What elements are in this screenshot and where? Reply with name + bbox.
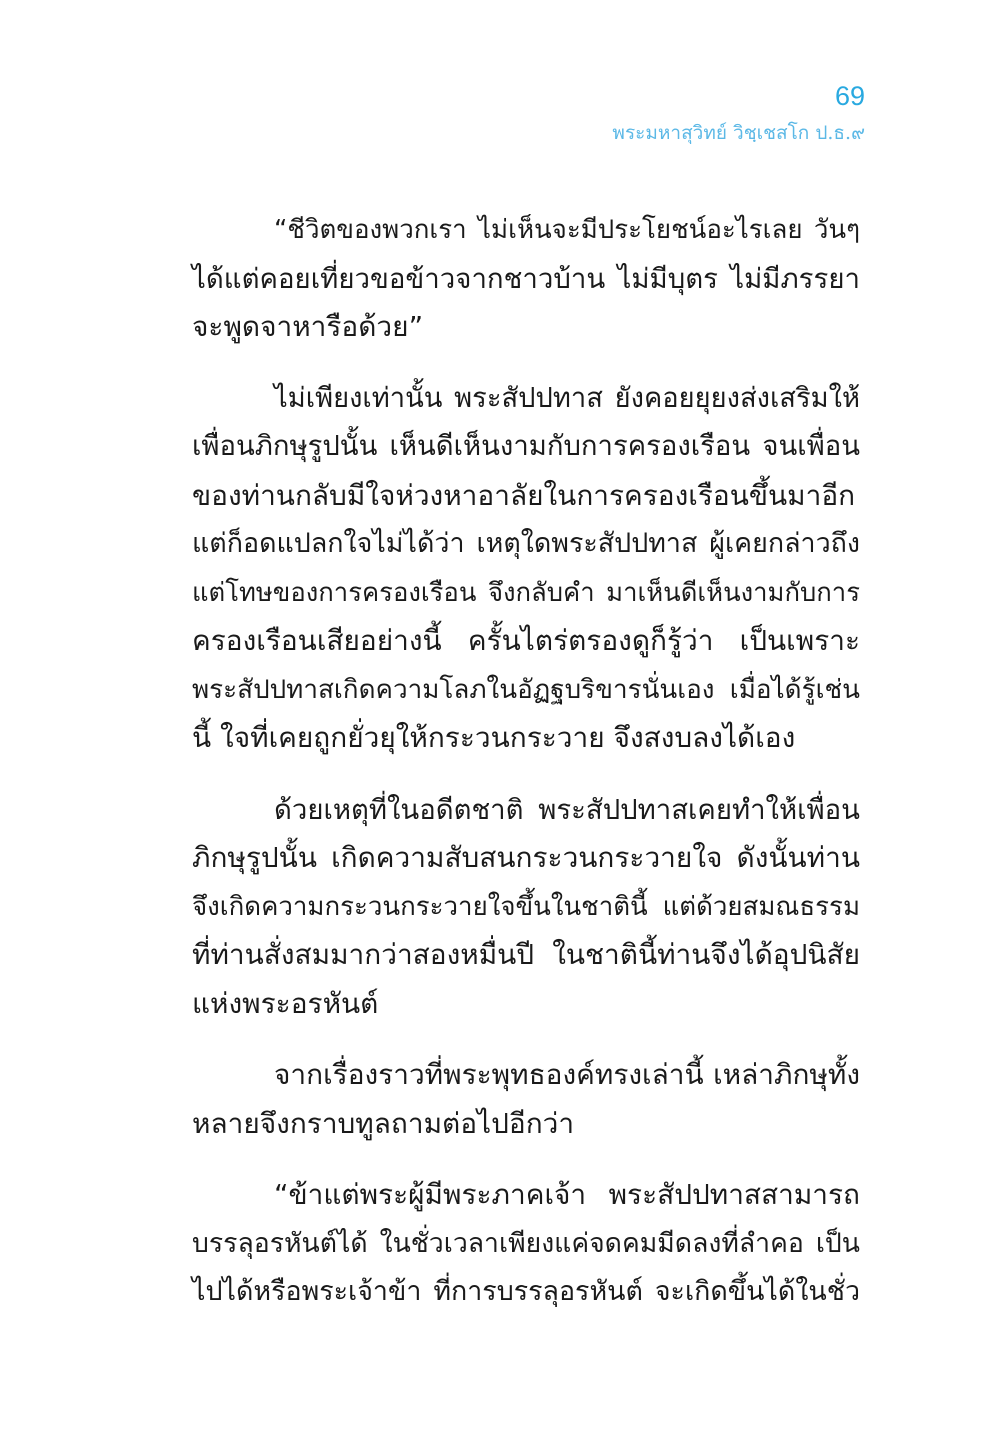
text-line: จึงเกิดความกระวนกระวายใจขึ้นในชาตินี้ แต่ด้วยสมณธรรม — [192, 891, 860, 922]
text-line: ภิกษุรูปนั้น เกิดความสับสนกระวนกระวายใจ ดังนั้นท่าน — [192, 841, 860, 874]
paragraph — [192, 206, 860, 352]
text-line: ไม่เพียงเท่านั้น พระสัปปทาส ยังคอยยุยงส่งเสริมให้ — [274, 382, 860, 414]
text-line: จะพูดจาหารือด้วย” — [192, 310, 424, 343]
text-line: นี้ ใจที่เคยถูกยั่วยุให้กระวนกระวาย จึงสงบลงได้เอง — [192, 721, 796, 754]
paragraph — [192, 786, 860, 1029]
body-text — [192, 206, 860, 1340]
paragraph — [192, 375, 860, 763]
paragraph — [192, 1171, 860, 1317]
text-line: แห่งพระอรหันต์ — [192, 986, 379, 1020]
text-line: ที่ท่านสั่งสมมากว่าสองหมื่นปี ในชาตินี้ท่านจึงได้อุปนิสัย — [192, 938, 860, 971]
text-line: ครองเรือนเสียอย่างนี้ ครั้นไตร่ตรองดูก็รู้ว่า เป็นเพราะ — [192, 624, 860, 657]
text-line: ด้วยเหตุที่ในอดีตชาติ พระสัปปทาสเคยทำให้เพื่อน — [274, 793, 860, 826]
text-line: ได้แต่คอยเที่ยวขอข้าวจากชาวบ้าน ไม่มีบุตร ไม่มีภรรยา — [192, 261, 860, 295]
text-line: “ข้าแต่พระผู้มีพระภาคเจ้า พระสัปปทาสสามารถ — [274, 1178, 860, 1211]
text-line: บรรลุอรหันต์ได้ ในชั่วเวลาเพียงแค่จดคมมีดลงที่ลำคอ เป็น — [192, 1227, 860, 1259]
text-line: จากเรื่องราวที่พระพุทธองค์ทรงเล่านี้ เหล่าภิกษุทั้ง — [274, 1058, 860, 1091]
page-header — [612, 78, 865, 148]
text-line: “ชีวิตของพวกเรา ไม่เห็นจะมีประโยชน์อะไรเลย วันๆ — [274, 215, 860, 245]
text-line: พระสัปปทาสเกิดความโลภในอัฏฐบริขารนั่นเอง เมื่อได้รู้เช่น — [192, 674, 860, 705]
text-line: ของท่านกลับมีใจห่วงหาอาลัยในการครองเรือนขึ้นมาอีก — [192, 478, 856, 512]
text-line: ไปได้หรือพระเจ้าข้า ที่การบรรลุอรหันต์ จะเกิดขึ้นได้ในชั่ว — [192, 1276, 860, 1307]
paragraph — [192, 1051, 860, 1148]
page-number: 69 — [834, 81, 865, 111]
running-head: พระมหาสุวิทย์ วิชฺเชสโก ป.ธ.๙ — [612, 122, 865, 144]
text-line: เพื่อนภิกษุรูปนั้น เห็นดีเห็นงามกับการครองเรือน จนเพื่อน — [192, 431, 860, 462]
text-line: แต่ก็อดแปลกใจไม่ได้ว่า เหตุใดพระสัปปทาส ผู้เคยกล่าวถึง — [192, 528, 860, 559]
text-line: หลายจึงกราบทูลถามต่อไปอีกว่า — [192, 1106, 575, 1140]
text-line: แต่โทษของการครองเรือน จึงกลับคำ มาเห็นดีเห็นงามกับการ — [192, 577, 860, 608]
